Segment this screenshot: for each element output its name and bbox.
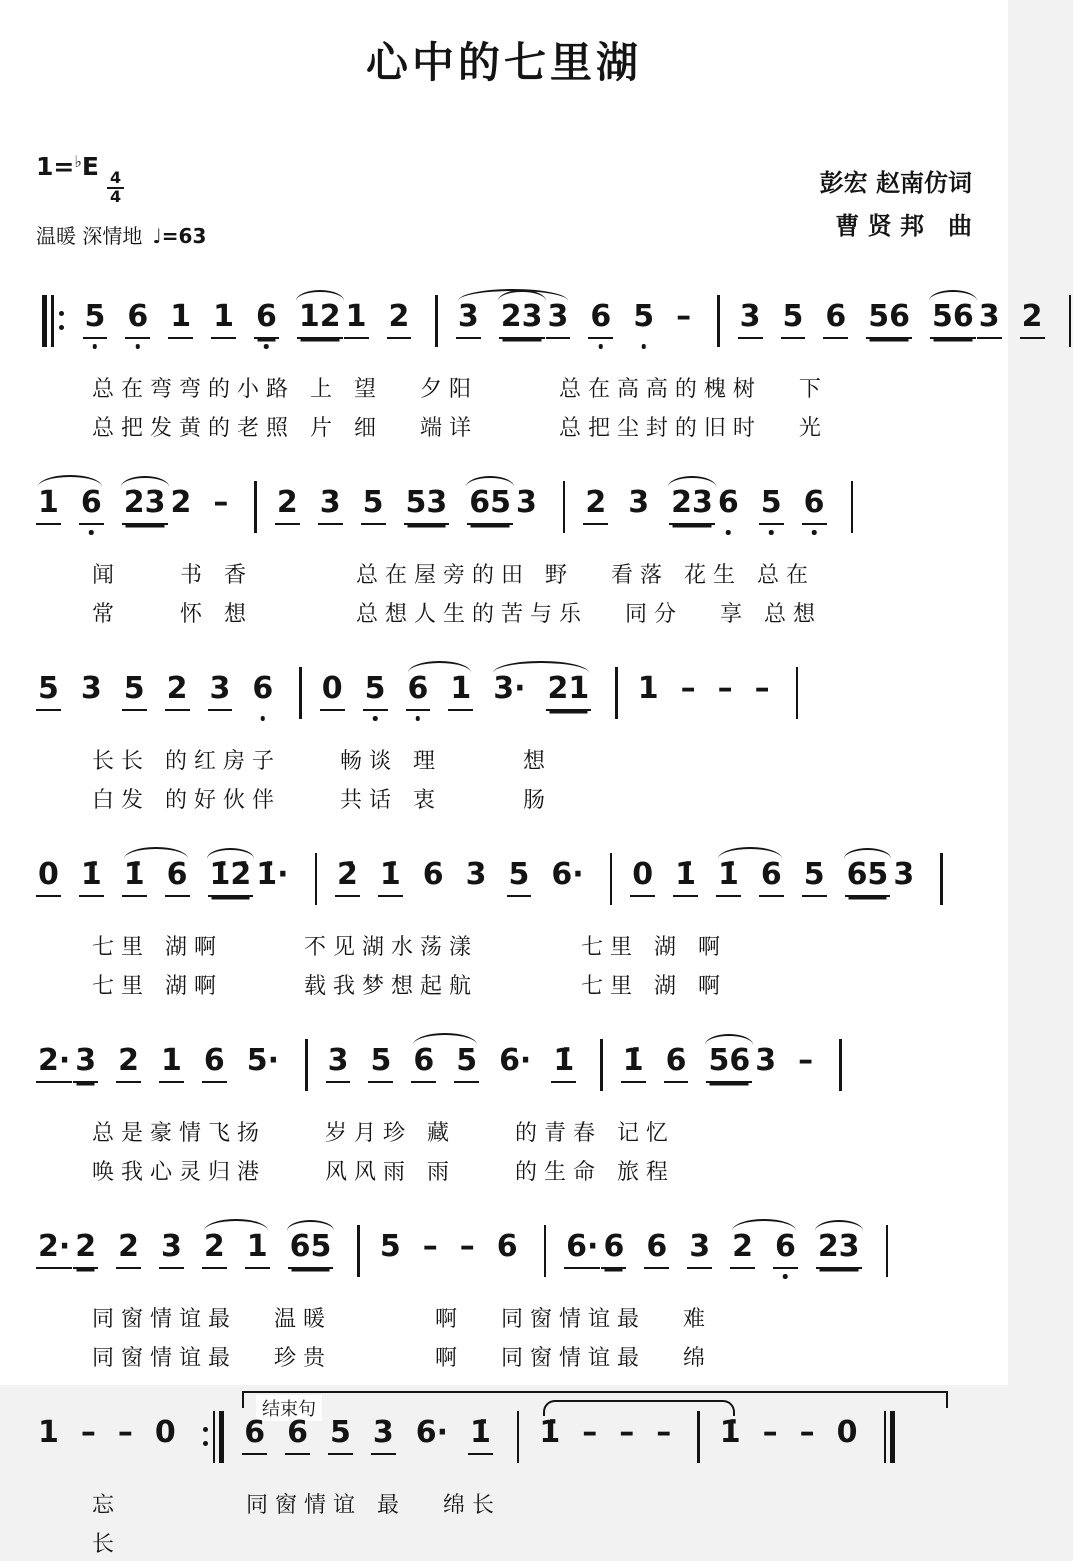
note: –	[617, 1417, 636, 1463]
system-3	[36, 651, 972, 817]
note: 2	[583, 487, 608, 525]
lyrics-row-1: 闻 书 香 总 在 屋 旁 的 田 野 看 落 花 生 总 在	[92, 559, 972, 592]
barline	[608, 853, 615, 905]
note: 1	[36, 487, 61, 525]
lyrics-row-1: 七 里 湖 啊 不 见 湖 水 荡 漾 七 里 湖 啊	[92, 931, 972, 964]
note: 56	[866, 301, 912, 339]
barline	[252, 481, 259, 533]
repeat-start-barline	[40, 295, 67, 347]
note: 1	[168, 301, 193, 339]
note: 3	[208, 673, 233, 711]
note: 6·	[497, 1045, 533, 1081]
note: 6	[285, 1417, 310, 1455]
barline	[561, 481, 568, 533]
lyrics-row-1: 同 窗 情 谊 最 温 暖 啊 同 窗 情 谊 最 难	[92, 1303, 972, 1336]
slur-group	[202, 1231, 288, 1269]
note: 3	[738, 301, 763, 339]
note: 0	[153, 1417, 178, 1453]
note: 1̇	[621, 1045, 646, 1083]
notes-row	[36, 1395, 972, 1483]
note: –	[679, 673, 698, 709]
note: –	[580, 1417, 599, 1463]
note: 5	[781, 301, 806, 339]
barline	[313, 853, 320, 905]
note: 2	[1020, 301, 1045, 339]
note: 23	[499, 301, 545, 339]
note: 53	[404, 487, 450, 525]
note: 1	[344, 301, 369, 339]
note: 5	[802, 859, 827, 897]
note: 3	[891, 859, 916, 895]
flat-sign: ♭	[74, 152, 82, 171]
notes-row	[36, 279, 972, 367]
note: 3	[371, 1417, 396, 1455]
note: 65	[845, 859, 891, 897]
note: 0	[835, 1417, 860, 1453]
note: 6	[125, 301, 150, 339]
note: 2·	[36, 1045, 72, 1083]
lyrics-row-1: 忘 同 窗 情 谊 最 绵 长	[92, 1489, 972, 1522]
note: 2	[165, 673, 190, 711]
time-signature-top: 4	[107, 170, 124, 189]
note: 6	[406, 673, 431, 711]
note: –	[654, 1417, 673, 1463]
note: –	[211, 487, 230, 523]
note: 2	[387, 301, 412, 339]
barline	[849, 481, 856, 533]
note: 3	[626, 487, 651, 523]
lyrics-row-2: 唤 我 心 灵 归 港 风 风 雨 雨 的 生 命 旅 程	[92, 1156, 972, 1189]
key-prefix: 1=	[36, 152, 74, 181]
note: 6	[202, 1045, 227, 1083]
key-and-tempo	[36, 152, 206, 249]
barline	[297, 667, 304, 719]
note: 6·	[564, 1231, 600, 1269]
note: 1	[159, 1045, 184, 1083]
time-signature-bottom: 4	[110, 189, 121, 206]
tie-group	[537, 1417, 760, 1463]
final-barline	[882, 1411, 898, 1463]
metronome-mark: ♩=63	[152, 224, 206, 248]
note: –	[798, 1417, 817, 1453]
note: 1	[36, 1417, 61, 1453]
expression-text: 温暖 深情地	[36, 224, 142, 248]
barline	[794, 667, 801, 719]
note: 1̇2̇	[208, 859, 254, 897]
note: –	[116, 1417, 135, 1453]
barline	[598, 1039, 605, 1091]
system-7	[36, 1395, 972, 1561]
note: 65	[467, 487, 513, 525]
note: 2	[730, 1231, 755, 1269]
repeat-end-barline	[200, 1411, 227, 1463]
note: 1̇	[122, 859, 147, 897]
repeat-dots	[59, 295, 64, 347]
lyrics-row-2: 总 把 发 黄 的 老 照 片 细 端 详 总 把 尘 封 的 旧 时 光	[92, 412, 972, 445]
note: 3	[73, 1045, 98, 1083]
lyrics-row-2: 常 怀 想 总 想 人 生 的 苦 与 乐 同 分 享 总 想	[92, 598, 972, 631]
note: 23	[669, 487, 715, 525]
lyrics-row-2: 长	[92, 1528, 972, 1561]
key-letter: E	[82, 152, 99, 181]
header-meta	[36, 152, 972, 249]
note: 3	[977, 301, 1002, 339]
note: –	[761, 1417, 780, 1453]
notes-row	[36, 651, 972, 739]
notes-row	[36, 837, 972, 925]
note: 1	[245, 1231, 270, 1269]
lyrics-row-2: 七 里 湖 啊 载 我 梦 想 起 航 七 里 湖 啊	[92, 970, 972, 1003]
note: 5	[368, 1045, 393, 1083]
note: 1̇	[537, 1417, 562, 1463]
system-1	[36, 279, 972, 445]
note: 0	[320, 673, 345, 711]
note: 3	[159, 1231, 184, 1269]
note: –	[79, 1417, 98, 1453]
lyrics-row-1: 总 在 弯 弯 的 小 路 上 望 夕 阳 总 在 高 高 的 槐 树 下	[92, 373, 972, 406]
note: 6	[495, 1231, 520, 1267]
note: 6	[644, 1231, 669, 1269]
note: 6·	[414, 1417, 450, 1453]
note: 3	[464, 859, 489, 895]
note: 6	[411, 1045, 436, 1083]
note: 0	[36, 859, 61, 897]
note: 6	[421, 859, 446, 895]
note: 6	[79, 487, 104, 525]
note: 1̇	[718, 1417, 743, 1463]
barline	[938, 853, 945, 905]
note: 5	[36, 673, 61, 711]
note: 6	[802, 487, 827, 525]
song-title: 心中的七里湖	[36, 30, 972, 90]
note: 0	[630, 859, 655, 897]
system-6	[36, 1209, 972, 1375]
note: 5·	[245, 1045, 281, 1081]
barline	[695, 1411, 702, 1463]
note: 5	[328, 1417, 353, 1455]
slur-group	[730, 1231, 816, 1269]
time-signature	[107, 170, 124, 206]
note: –	[458, 1231, 477, 1267]
note: 5	[454, 1045, 479, 1083]
barline	[715, 295, 722, 347]
note: 5	[83, 301, 108, 339]
note: 3	[687, 1231, 712, 1269]
score	[36, 279, 972, 1561]
note: 6	[664, 1045, 689, 1083]
note: 6·	[549, 859, 585, 895]
key-signature	[36, 152, 206, 206]
note: 3	[514, 487, 539, 523]
note: 5	[759, 487, 784, 525]
note: 1	[636, 673, 661, 709]
note: 2	[73, 1231, 98, 1269]
note: 56	[930, 301, 976, 339]
barline	[433, 295, 440, 347]
lyrics-row-1: 总 是 豪 情 飞 扬 岁 月 珍 藏 的 青 春 记 忆	[92, 1117, 972, 1150]
slur-group	[491, 673, 609, 711]
note: 5	[378, 1231, 403, 1267]
note: 1̇	[551, 1045, 576, 1083]
composer-credit: 曹 贤 邦 曲	[820, 205, 972, 248]
lyrics-row-1: 长 长 的 红 房 子 畅 谈 理 想	[92, 745, 972, 778]
lyricist-credit: 彭宏 赵南仿词	[820, 162, 972, 205]
notes-row	[36, 1023, 972, 1111]
note: 6	[242, 1417, 267, 1455]
slur-group	[411, 1045, 497, 1083]
note: –	[674, 301, 693, 337]
note: 6	[773, 1231, 798, 1269]
slur-group	[456, 301, 589, 339]
barline	[303, 1039, 310, 1091]
note: –	[716, 673, 735, 709]
note: 2	[116, 1045, 141, 1083]
barline	[1067, 295, 1073, 347]
note: 1	[448, 673, 473, 711]
note: 1̇	[79, 859, 104, 897]
note: 21	[546, 673, 592, 711]
barline	[355, 1225, 362, 1277]
barline	[884, 1225, 891, 1277]
note: 1	[211, 301, 236, 339]
note: 23	[122, 487, 168, 525]
system-2	[36, 465, 972, 631]
lyrics-row-2: 同 窗 情 谊 最 珍 贵 啊 同 窗 情 谊 最 绵	[92, 1342, 972, 1375]
note: 2·	[36, 1231, 72, 1269]
system-4	[36, 837, 972, 1003]
slur-group	[122, 859, 208, 897]
note: 3	[79, 673, 104, 709]
note: 3	[753, 1045, 778, 1081]
note: –	[421, 1231, 440, 1267]
note: 5	[122, 673, 147, 711]
note: –	[753, 673, 772, 709]
lyrics-row-2: 白 发 的 好 伙 伴 共 话 衷 肠	[92, 784, 972, 817]
note: 3	[326, 1045, 351, 1083]
ending-label: 结束句	[256, 1395, 322, 1421]
barline	[515, 1411, 522, 1463]
note: 6	[254, 301, 279, 339]
note: 1̇	[673, 859, 698, 897]
note: 2	[275, 487, 300, 525]
note: 56	[706, 1045, 752, 1083]
note: 3	[318, 487, 343, 525]
note: 5	[631, 301, 656, 337]
system-5	[36, 1023, 972, 1189]
credits	[820, 162, 972, 248]
barline	[542, 1225, 549, 1277]
note: 12	[297, 301, 343, 339]
note: 2	[169, 487, 194, 523]
note: 1̇	[468, 1417, 493, 1455]
note: –	[796, 1045, 815, 1081]
note: 6	[823, 301, 848, 339]
note: 5	[507, 859, 532, 897]
note: 6	[716, 487, 741, 523]
barline	[613, 667, 620, 719]
barline	[837, 1039, 844, 1091]
notes-row	[36, 465, 972, 553]
slur-group	[36, 487, 122, 525]
note: 5	[361, 487, 386, 525]
slur-group	[406, 673, 492, 711]
note: 3	[456, 301, 481, 339]
note: 2	[202, 1231, 227, 1269]
note: 2	[116, 1231, 141, 1269]
note: 3·	[491, 673, 527, 711]
note: 6	[165, 859, 190, 897]
note: 1̇·	[254, 859, 290, 895]
note: 5	[363, 673, 388, 711]
note: 3	[546, 301, 571, 339]
note: 1̇	[716, 859, 741, 897]
note: 2̇	[335, 859, 360, 897]
slur-group	[716, 859, 802, 897]
repeat-dots	[203, 1411, 208, 1463]
note: 6	[601, 1231, 626, 1269]
tempo-marking	[36, 220, 206, 249]
note: 65	[288, 1231, 334, 1269]
note: 23	[816, 1231, 862, 1269]
note: 6	[588, 301, 613, 339]
note: 6	[250, 673, 275, 709]
note: 6	[759, 859, 784, 897]
note: 1̇	[378, 859, 403, 897]
notes-row	[36, 1209, 972, 1297]
